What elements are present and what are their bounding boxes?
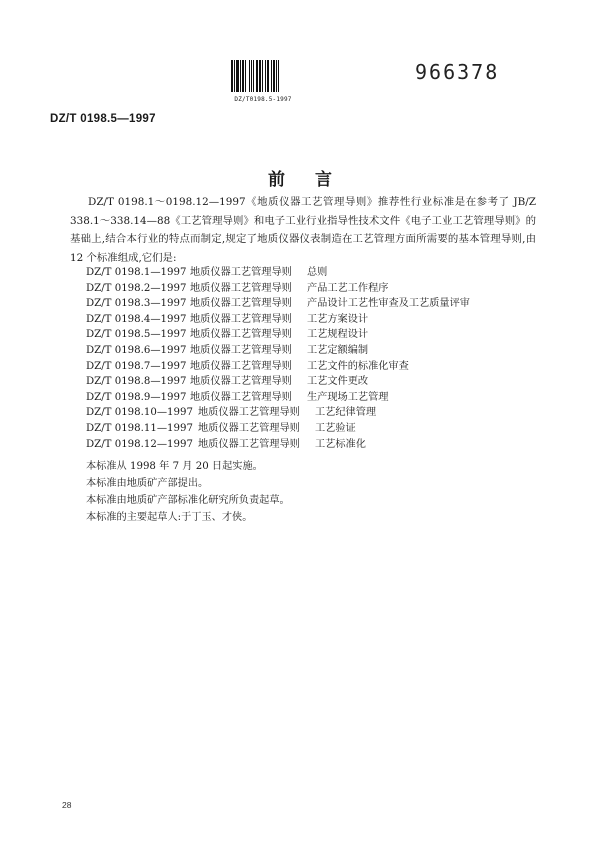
part-name: 工艺规程设计 (307, 329, 369, 341)
intro-paragraph: DZ/T 0198.1～0198.12—1997《地质仪器工艺管理导则》推荐性行业标准是在参考了 JB/Z 338.1～338.14—88《工艺管理导则》和电子工业行业指导性技术文件《电子工业工艺管理导则》的基础上,结合本行业的特点而制定,规定了地质仪器仪表制造在工艺管理方面所需要的基本管理导则,由 12 个标准组成,它们是: (70, 196, 536, 264)
barcode-label: DZ/T0198.5-1997 (234, 96, 292, 103)
part-code: DZ/T 0198.4—1997 (86, 313, 187, 325)
part-series: 地质仪器工艺管理导则 (198, 407, 300, 419)
part-series: 地质仪器工艺管理导则 (190, 282, 292, 294)
part-name: 工艺标准化 (315, 438, 366, 450)
list-item (86, 374, 546, 390)
part-series: 地质仪器工艺管理导则 (190, 267, 292, 278)
part-series: 地质仪器工艺管理导则 (190, 344, 292, 356)
list-item (86, 421, 546, 437)
part-name: 工艺纪律管理 (315, 407, 377, 419)
part-code: DZ/T 0198.5—1997 (86, 329, 187, 341)
part-series: 地质仪器工艺管理导则 (190, 391, 292, 403)
list-item (86, 405, 546, 421)
part-code: DZ/T 0198.12—1997 (86, 438, 193, 450)
part-code: DZ/T 0198.10—1997 (86, 407, 193, 419)
part-series: 地质仪器工艺管理导则 (190, 360, 292, 372)
part-series: 地质仪器工艺管理导则 (190, 298, 292, 310)
list-item (86, 327, 546, 343)
page-number: 28 (62, 800, 72, 810)
part-series: 地质仪器工艺管理导则 (190, 376, 292, 388)
part-code: DZ/T 0198.6—1997 (86, 344, 187, 356)
note-proposer: 本标准由地质矿产部提出。 (86, 478, 209, 489)
part-series: 地质仪器工艺管理导则 (190, 313, 292, 325)
part-code: DZ/T 0198.2—1997 (86, 282, 187, 294)
part-name: 产品设计工艺性审查及工艺质量评审 (307, 298, 470, 310)
page-title: 前言 (268, 170, 362, 190)
part-series: 地质仪器工艺管理导则 (190, 329, 292, 341)
list-item (86, 281, 546, 297)
list-item (86, 437, 546, 453)
list-item (86, 296, 546, 312)
list-item (86, 265, 546, 281)
note-drafting-unit: 本标准由地质矿产部标准化研究所负责起草。 (86, 495, 290, 506)
part-name: 工艺验证 (315, 422, 356, 434)
barcode (231, 60, 295, 92)
notes (86, 458, 546, 526)
list-item (86, 359, 546, 375)
list-item (86, 312, 546, 328)
part-code: DZ/T 0198.7—1997 (86, 360, 187, 372)
list-item (86, 390, 546, 406)
part-name: 工艺方案设计 (307, 313, 369, 325)
note-drafters: 本标准的主要起草人:于丁玉、才侠。 (86, 512, 253, 523)
standard-code: DZ/T 0198.5—1997 (50, 113, 156, 125)
part-name: 工艺文件更改 (307, 376, 369, 388)
part-name: 生产现场工艺管理 (307, 391, 389, 403)
part-name: 产品工艺工作程序 (307, 282, 389, 294)
part-name: 工艺定额编制 (307, 344, 369, 356)
part-code: DZ/T 0198.11—1997 (86, 422, 193, 434)
serial-number: 966378 (415, 60, 500, 84)
part-code: DZ/T 0198.8—1997 (86, 376, 187, 388)
part-series: 地质仪器工艺管理导则 (198, 422, 300, 434)
part-code: DZ/T 0198.1—1997 (86, 267, 187, 278)
part-code: DZ/T 0198.9—1997 (86, 391, 187, 403)
standard-parts-list (86, 265, 546, 452)
part-name: 工艺文件的标准化审查 (307, 360, 409, 372)
part-code: DZ/T 0198.3—1997 (86, 298, 187, 310)
part-name: 总则 (307, 267, 328, 278)
note-implementation-date: 本标准从 1998 年 7 月 20 日起实施。 (86, 461, 263, 472)
part-series: 地质仪器工艺管理导则 (198, 438, 300, 450)
list-item (86, 343, 546, 359)
